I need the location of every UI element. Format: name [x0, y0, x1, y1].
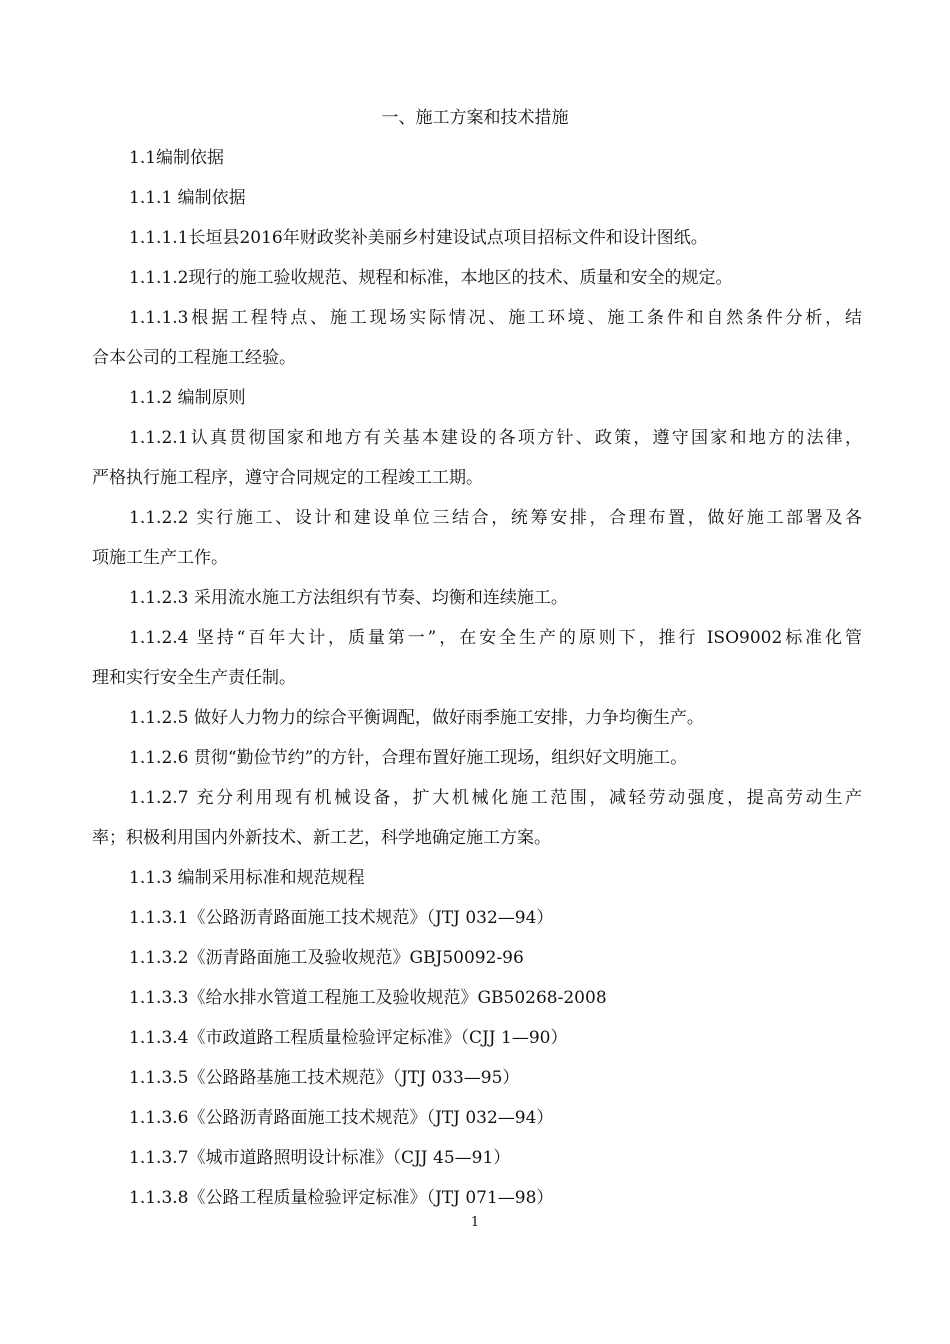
standard-item: 1.1.3.2《沥青路面施工及验收规范》GBJ50092-96 — [129, 948, 524, 968]
body-text — [92, 144, 862, 1224]
paragraph-line: 1.1.1.2现行的施工验收规范、规程和标准，本地区的技术、质量和安全的规定。 — [129, 268, 733, 288]
paragraph-line-continued: 率；积极利用国内外新技术、新工艺，科学地确定施工方案。 — [92, 828, 551, 848]
paragraph-line: 1.1.2.2 实行施工、设计和建设单位三结合，统筹安排，合理布置，做好施工部署及各 — [129, 508, 862, 528]
heading-1-1-1: 1.1.1 编制依据 — [129, 188, 246, 208]
paragraph-line: 1.1.2.5 做好人力物力的综合平衡调配，做好雨季施工安排，力争均衡生产。 — [129, 708, 704, 728]
standard-item: 1.1.3.8《公路工程质量检验评定标准》（JTJ 071—98） — [129, 1188, 554, 1208]
paragraph-line: 1.1.2.6 贯彻“勤俭节约”的方针，合理布置好施工现场，组织好文明施工。 — [129, 748, 688, 768]
paragraph-line: 1.1.1.1长垣县2016年财政奖补美丽乡村建设试点项目招标文件和设计图纸。 — [129, 228, 708, 248]
heading-1-1: 1.1编制依据 — [129, 148, 225, 168]
page-number: 1 — [470, 1215, 480, 1230]
paragraph-line: 1.1.1.3根据工程特点、施工现场实际情况、施工环境、施工条件和自然条件分析，结 — [129, 308, 862, 328]
page-title: 一、施工方案和技术措施 — [381, 108, 569, 128]
paragraph-line: 1.1.2.1认真贯彻国家和地方有关基本建设的各项方针、政策，遵守国家和地方的法律， — [129, 428, 862, 448]
heading-1-1-2: 1.1.2 编制原则 — [129, 388, 246, 408]
paragraph-line-continued: 理和实行安全生产责任制。 — [92, 668, 296, 688]
heading-1-1-3: 1.1.3 编制采用标准和规范规程 — [129, 868, 365, 888]
paragraph-line-continued: 合本公司的工程施工经验。 — [92, 348, 296, 368]
standard-item: 1.1.3.3《给水排水管道工程施工及验收规范》GB50268-2008 — [129, 988, 607, 1008]
paragraph-line: 1.1.2.3 采用流水施工方法组织有节奏、均衡和连续施工。 — [129, 588, 568, 608]
standard-item: 1.1.3.5《公路路基施工技术规范》（JTJ 033—95） — [129, 1068, 520, 1088]
paragraph-line: 1.1.2.7 充分利用现有机械设备，扩大机械化施工范围，减轻劳动强度，提高劳动生产 — [129, 788, 862, 808]
standard-item: 1.1.3.1《公路沥青路面施工技术规范》（JTJ 032—94） — [129, 908, 554, 928]
standard-item: 1.1.3.6《公路沥青路面施工技术规范》（JTJ 032—94） — [129, 1108, 554, 1128]
standard-item: 1.1.3.4《市政道路工程质量检验评定标准》（CJJ 1—90） — [129, 1028, 568, 1048]
standard-item: 1.1.3.7《城市道路照明设计标准》（CJJ 45—91） — [129, 1148, 511, 1168]
paragraph-line-continued: 项施工生产工作。 — [92, 548, 228, 568]
paragraph-line-continued: 严格执行施工程序，遵守合同规定的工程竣工工期。 — [92, 468, 483, 488]
paragraph-line: 1.1.2.4 坚持“百年大计，质量第一”，在安全生产的原则下，推行 ISO9002标准化管 — [129, 628, 862, 648]
